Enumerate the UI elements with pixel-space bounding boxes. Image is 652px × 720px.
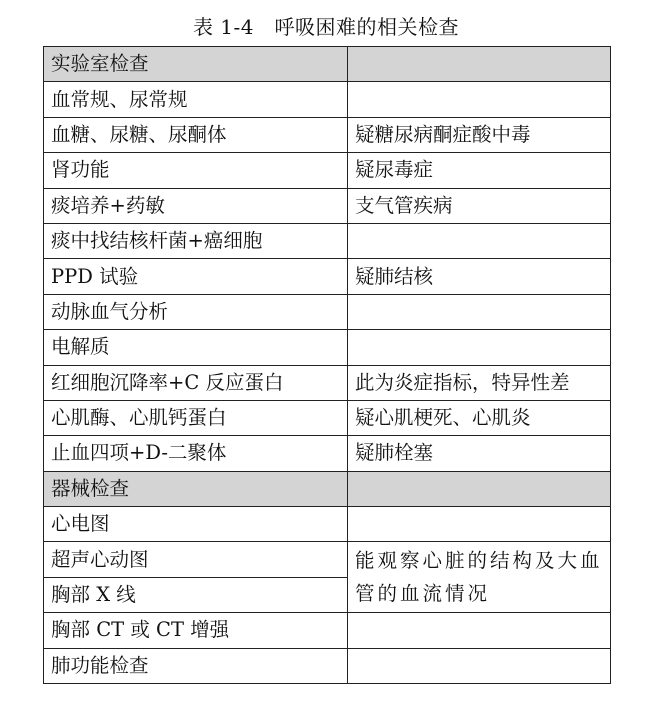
table-row [44, 365, 611, 400]
exam-item: 血糖、尿糖、尿酮体 [44, 117, 348, 152]
exam-note: 支气管疾病 [348, 188, 611, 223]
table-row [44, 117, 611, 152]
exam-note: 此为炎症指标，特异性差 [348, 365, 611, 400]
exam-note: 疑肺结核 [348, 259, 611, 294]
table-row [44, 613, 611, 648]
exam-note [348, 82, 611, 117]
exam-item: 止血四项+D-二聚体 [44, 436, 348, 471]
exam-item: PPD 试验 [44, 259, 348, 294]
exam-note [348, 330, 611, 365]
exam-note: 疑糖尿病酮症酸中毒 [348, 117, 611, 152]
exam-item: 动脉血气分析 [44, 294, 348, 329]
table-row [44, 330, 611, 365]
table-caption: 表 1-4 呼吸困难的相关检查 [192, 15, 460, 39]
exam-item: 血常规、尿常规 [44, 82, 348, 117]
exam-note: 疑尿毒症 [348, 153, 611, 188]
table-row [44, 82, 611, 117]
section-header-blank [348, 47, 611, 82]
section-header-lab: 实验室检查 [44, 47, 348, 82]
exam-item: 痰培养+药敏 [44, 188, 348, 223]
section-header-device: 器械检查 [44, 471, 348, 506]
table-row [44, 294, 611, 329]
section-row-lab [44, 47, 611, 82]
exam-note [348, 613, 611, 648]
exam-item: 痰中找结核杆菌+癌细胞 [44, 223, 348, 258]
section-header-blank [348, 471, 611, 506]
exam-note [348, 223, 611, 258]
exam-item: 红细胞沉降率+C 反应蛋白 [44, 365, 348, 400]
table-row [44, 648, 611, 683]
table-row [44, 400, 611, 435]
table-row [44, 188, 611, 223]
exam-item: 胸部 X 线 [44, 577, 348, 612]
exam-note-merged: 能观察心脏的结构及大血管的血流情况 [348, 542, 611, 613]
exam-item: 电解质 [44, 330, 348, 365]
exam-item: 心肌酶、心肌钙蛋白 [44, 400, 348, 435]
exam-item: 心电图 [44, 507, 348, 542]
exam-note: 疑心肌梗死、心肌炎 [348, 400, 611, 435]
section-row-device [44, 471, 611, 506]
exam-item: 肾功能 [44, 153, 348, 188]
exam-item: 胸部 CT 或 CT 增强 [44, 613, 348, 648]
exam-item: 肺功能检查 [44, 648, 348, 683]
exam-note [348, 294, 611, 329]
table-row [44, 259, 611, 294]
table-row [44, 507, 611, 542]
table-row [44, 542, 611, 577]
exam-item: 超声心动图 [44, 542, 348, 577]
examination-table [43, 46, 611, 684]
exam-note [348, 507, 611, 542]
table-row [44, 153, 611, 188]
table-row [44, 436, 611, 471]
exam-note: 疑肺栓塞 [348, 436, 611, 471]
exam-note [348, 648, 611, 683]
table-row [44, 223, 611, 258]
